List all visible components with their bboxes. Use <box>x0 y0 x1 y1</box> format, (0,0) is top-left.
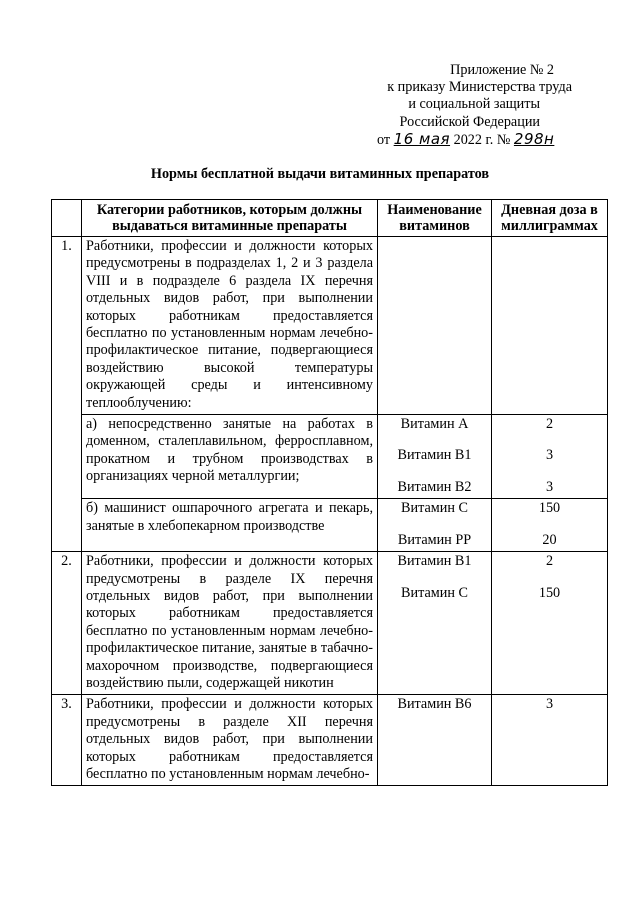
header-category: Категории работников, которым должны выдаваться витаминные препараты <box>82 200 378 237</box>
document-title: Нормы бесплатной выдачи витаминных препаратов <box>150 166 490 182</box>
row-category: Работники, профессии и должности которых предусмотрены в разделе XII перечня отдельных видов работ, при выполнении которых работникам предоставляется бесплатно по установленным нормам лечебно- <box>82 695 378 786</box>
appendix-line-2: и социальной защиты <box>408 96 540 113</box>
vitamin-name: Витамин В1 <box>397 447 472 464</box>
dose-value: 3 <box>545 447 554 464</box>
vitamin-norms-table <box>51 199 608 786</box>
row-vitamins <box>378 552 492 695</box>
handwritten-order-number: 298н <box>513 129 555 148</box>
appendix-header <box>360 62 582 149</box>
appendix-line-1: к приказу Министерства труда <box>387 79 572 96</box>
row-number: 3. <box>52 695 82 786</box>
table-row <box>52 237 608 415</box>
row-category: Работники, профессии и должности которых предусмотрены в разделе IX перечня отдельных видов работ, при выполнении которых работникам предоставляется бесплатно по установленным нормам лечебно-профилактическое питание, занятые в табачно-махорочном производстве, подвергающиеся воздействию пыли, содержащей никотин <box>82 552 378 695</box>
handwritten-date: 16 мая <box>393 129 451 148</box>
dose-value: 2 <box>545 416 554 433</box>
header-vitamin: Наименование витаминов <box>378 200 492 237</box>
row-number: 1. <box>52 237 82 552</box>
dose-value: 3 <box>545 696 554 713</box>
row-doses <box>492 237 608 415</box>
row-vitamins <box>378 695 492 786</box>
dose-value: 20 <box>542 531 557 548</box>
dose-value: 150 <box>538 584 561 601</box>
row-vitamins <box>378 499 492 552</box>
appendix-date-line <box>360 131 582 149</box>
appendix-line-3: Российской Федерации <box>399 113 540 130</box>
dose-value: 2 <box>545 553 554 570</box>
vitamin-name: Витамин С <box>401 584 468 601</box>
vitamin-name: Витамин А <box>400 416 469 433</box>
table-row <box>52 695 608 786</box>
vitamin-name: Витамин РР <box>397 531 472 548</box>
row-category: а) непосредственно занятые на работах в доменном, сталеплавильном, ферросплавном, прокатном и трубном производствах в организациях черной металлургии; <box>82 415 378 499</box>
vitamin-name: Витамин В2 <box>397 478 472 495</box>
row-vitamins <box>378 415 492 499</box>
table-header-row <box>52 200 608 237</box>
date-prefix: от <box>377 131 391 148</box>
row-doses <box>492 499 608 552</box>
header-dose: Дневная доза в миллиграммах <box>492 200 608 237</box>
row-doses <box>492 695 608 786</box>
table-row <box>52 415 608 499</box>
header-number <box>52 200 82 237</box>
row-doses <box>492 552 608 695</box>
table-row <box>52 552 608 695</box>
row-vitamins <box>378 237 492 415</box>
date-year: 2022 г. № <box>453 131 511 148</box>
vitamin-name: Витамин В6 <box>397 696 472 713</box>
row-category: Работники, профессии и должности которых предусмотрены в подразделах 1, 2 и 3 раздела VIII и в подразделе 6 раздела IX перечня отдельных видов работ, при выполнении которых работникам предоставляется бесплатно по установленным нормам лечебно-профилактическое питание, подвергающиеся воздействию высокой температуры окружающей среды и интенсивному теплооблучению: <box>82 237 378 415</box>
row-number: 2. <box>52 552 82 695</box>
table-row <box>52 499 608 552</box>
dose-value: 150 <box>538 500 561 517</box>
vitamin-name: Витамин С <box>401 500 468 517</box>
row-doses <box>492 415 608 499</box>
appendix-title: Приложение № 2 <box>450 62 554 78</box>
vitamin-name: Витамин В1 <box>397 553 472 570</box>
dose-value: 3 <box>545 478 554 495</box>
row-category: б) машинист ошпарочного агрегата и пекарь, занятые в хлебопекарном производстве <box>82 499 378 552</box>
